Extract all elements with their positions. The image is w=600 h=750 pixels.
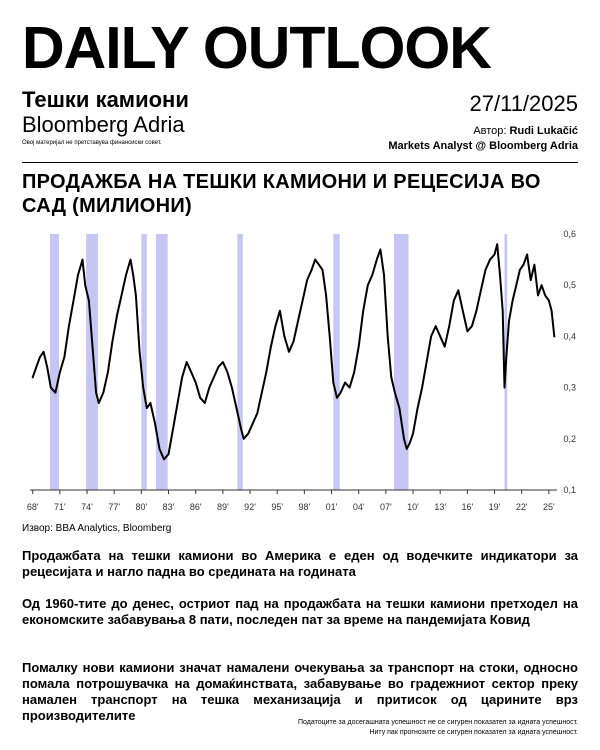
series-line xyxy=(33,244,555,459)
x-tick-label: 71' xyxy=(54,502,66,512)
x-tick-label: 92' xyxy=(244,502,256,512)
x-tick-label: 19' xyxy=(488,502,501,512)
x-tick-label: 22' xyxy=(515,502,528,512)
x-tick-label: 95' xyxy=(271,502,284,512)
paragraph-2: Од 1960-тите до денес, остриот пад на продажбата на тешки камиони претходел на економските забавувања 8 пати, последен пат за време на пандемијата Ковид xyxy=(22,596,578,627)
footnote xyxy=(298,718,578,738)
sales-series xyxy=(33,244,555,459)
chart-title: ПРОДАЖБА НА ТЕШКИ КАМИОНИ И РЕЦЕСИЈА ВО САД (МИЛИОНИ) xyxy=(22,171,541,217)
x-tick-label: 68' xyxy=(26,502,39,512)
y-tick-label: 0,1 xyxy=(563,485,576,495)
author-line xyxy=(473,124,578,138)
recession-band-1 xyxy=(50,234,59,490)
x-tick-label: 04' xyxy=(352,502,365,512)
recession-bands xyxy=(50,234,507,490)
x-tick-label: 16' xyxy=(461,502,474,512)
truck-sales-chart xyxy=(0,222,600,522)
publication-date: 27/11/2025 xyxy=(469,91,578,116)
header-divider xyxy=(22,162,578,163)
x-tick-label: 10' xyxy=(407,502,419,512)
x-tick-label: 07' xyxy=(379,502,392,512)
brand-name: Bloomberg Adria xyxy=(22,112,185,137)
author-name: Rudi Lukačić xyxy=(509,125,578,137)
x-tick-label: 86' xyxy=(189,502,202,512)
footnote-line-1: Податоците за досегашната успешност не се сигурен показател за идната успешност. xyxy=(298,719,578,726)
x-tick-label: 89' xyxy=(217,502,229,512)
disclaimer: Овој материјал не претставува финансиски совет. xyxy=(22,140,162,146)
footnote-line-2: Ниту пак прогнозите се сигурен показател за идната успешност. xyxy=(369,729,578,736)
topic-title: Тешки камиони xyxy=(22,87,189,112)
y-tick-label: 0,5 xyxy=(563,280,576,291)
x-tick-label: 01' xyxy=(325,502,338,512)
y-tick-label: 0,6 xyxy=(563,229,576,239)
chart-source: Извор: BBA Analytics, Bloomberg xyxy=(22,523,172,534)
masthead: DAILY OUTLOOK xyxy=(22,15,491,81)
y-tick-label: 0,2 xyxy=(563,433,576,444)
recession-band-5 xyxy=(237,234,242,490)
x-tick-label: 13' xyxy=(434,502,447,512)
paragraph-1: Продажбата на тешки камиони во Америка е еден од водечките индикатори за рецесијата и нагло падна во средината на годината xyxy=(22,548,578,579)
y-tick-label: 0,4 xyxy=(563,331,576,342)
recession-band-7 xyxy=(394,234,408,490)
y-tick-label: 0,3 xyxy=(563,382,576,393)
chart-axes xyxy=(27,229,576,512)
x-tick-label: 25' xyxy=(542,502,555,512)
x-tick-label: 77' xyxy=(108,502,121,512)
paragraph-3: Помалку нови камиони значат намалени очекувања за транспорт на стоки, односно помала потрошувачка на домаќинствата, забавување во градежниот сектор преку намален транспорт на тешка механизација и притисок од царините врз производителите xyxy=(22,660,578,723)
x-tick-label: 83' xyxy=(162,502,175,512)
x-tick-label: 80' xyxy=(135,502,148,512)
author-role: Markets Analyst @ Bloomberg Adria xyxy=(388,140,578,152)
recession-band-2 xyxy=(86,234,98,490)
x-tick-label: 98' xyxy=(298,502,311,512)
recession-band-4 xyxy=(156,234,168,490)
recession-band-6 xyxy=(333,234,339,490)
recession-band-3 xyxy=(141,234,146,490)
x-tick-label: 74' xyxy=(81,502,93,512)
author-label: Автор: xyxy=(473,125,507,137)
